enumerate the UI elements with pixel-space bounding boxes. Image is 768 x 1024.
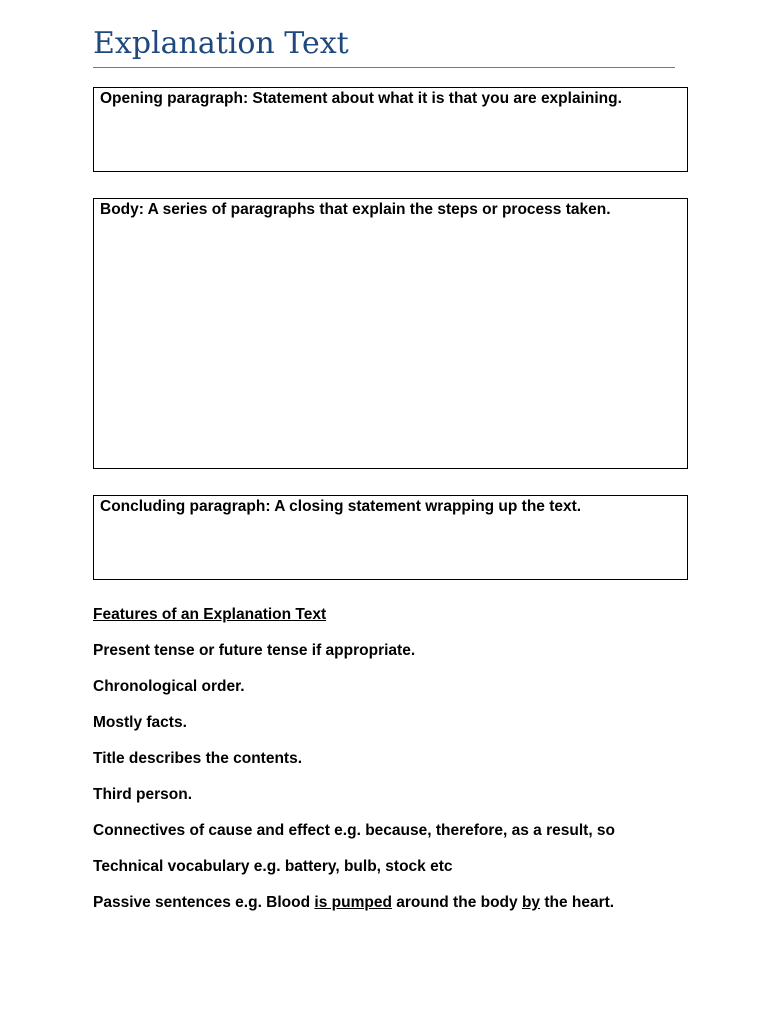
body-paragraphs-label: Body: A series of paragraphs that explain the steps or process taken. xyxy=(100,201,611,218)
passive-underline-by: by xyxy=(521,894,541,911)
passive-text-2: around the body xyxy=(391,894,522,911)
passive-underline-is-pumped: is pumped xyxy=(314,894,392,911)
feature-item-chronological: Chronological order. xyxy=(93,678,245,695)
body-paragraphs-box xyxy=(93,198,688,469)
feature-item-passive xyxy=(93,893,614,913)
opening-paragraph-label: Opening paragraph: Statement about what it is that you are explaining. xyxy=(100,90,622,107)
feature-item-connectives: Connectives of cause and effect e.g. because, therefore, as a result, so xyxy=(93,822,616,839)
feature-item-third-person: Third person. xyxy=(93,786,193,803)
page-title: Explanation Text xyxy=(93,26,349,61)
feature-item-title: Title describes the contents. xyxy=(93,750,303,767)
passive-text-3: the heart. xyxy=(540,894,615,911)
concluding-paragraph-box xyxy=(93,495,688,580)
opening-paragraph-box xyxy=(93,87,688,172)
feature-item-facts: Mostly facts. xyxy=(93,714,187,731)
concluding-paragraph-label: Concluding paragraph: A closing statement wrapping up the text. xyxy=(100,498,582,515)
passive-text-1: Passive sentences e.g. Blood xyxy=(93,894,315,911)
features-heading: Features of an Explanation Text xyxy=(93,606,327,623)
title-divider xyxy=(93,67,675,68)
feature-item-tense: Present tense or future tense if appropriate. xyxy=(93,642,416,659)
feature-item-vocabulary: Technical vocabulary e.g. battery, bulb, stock etc xyxy=(93,858,453,875)
